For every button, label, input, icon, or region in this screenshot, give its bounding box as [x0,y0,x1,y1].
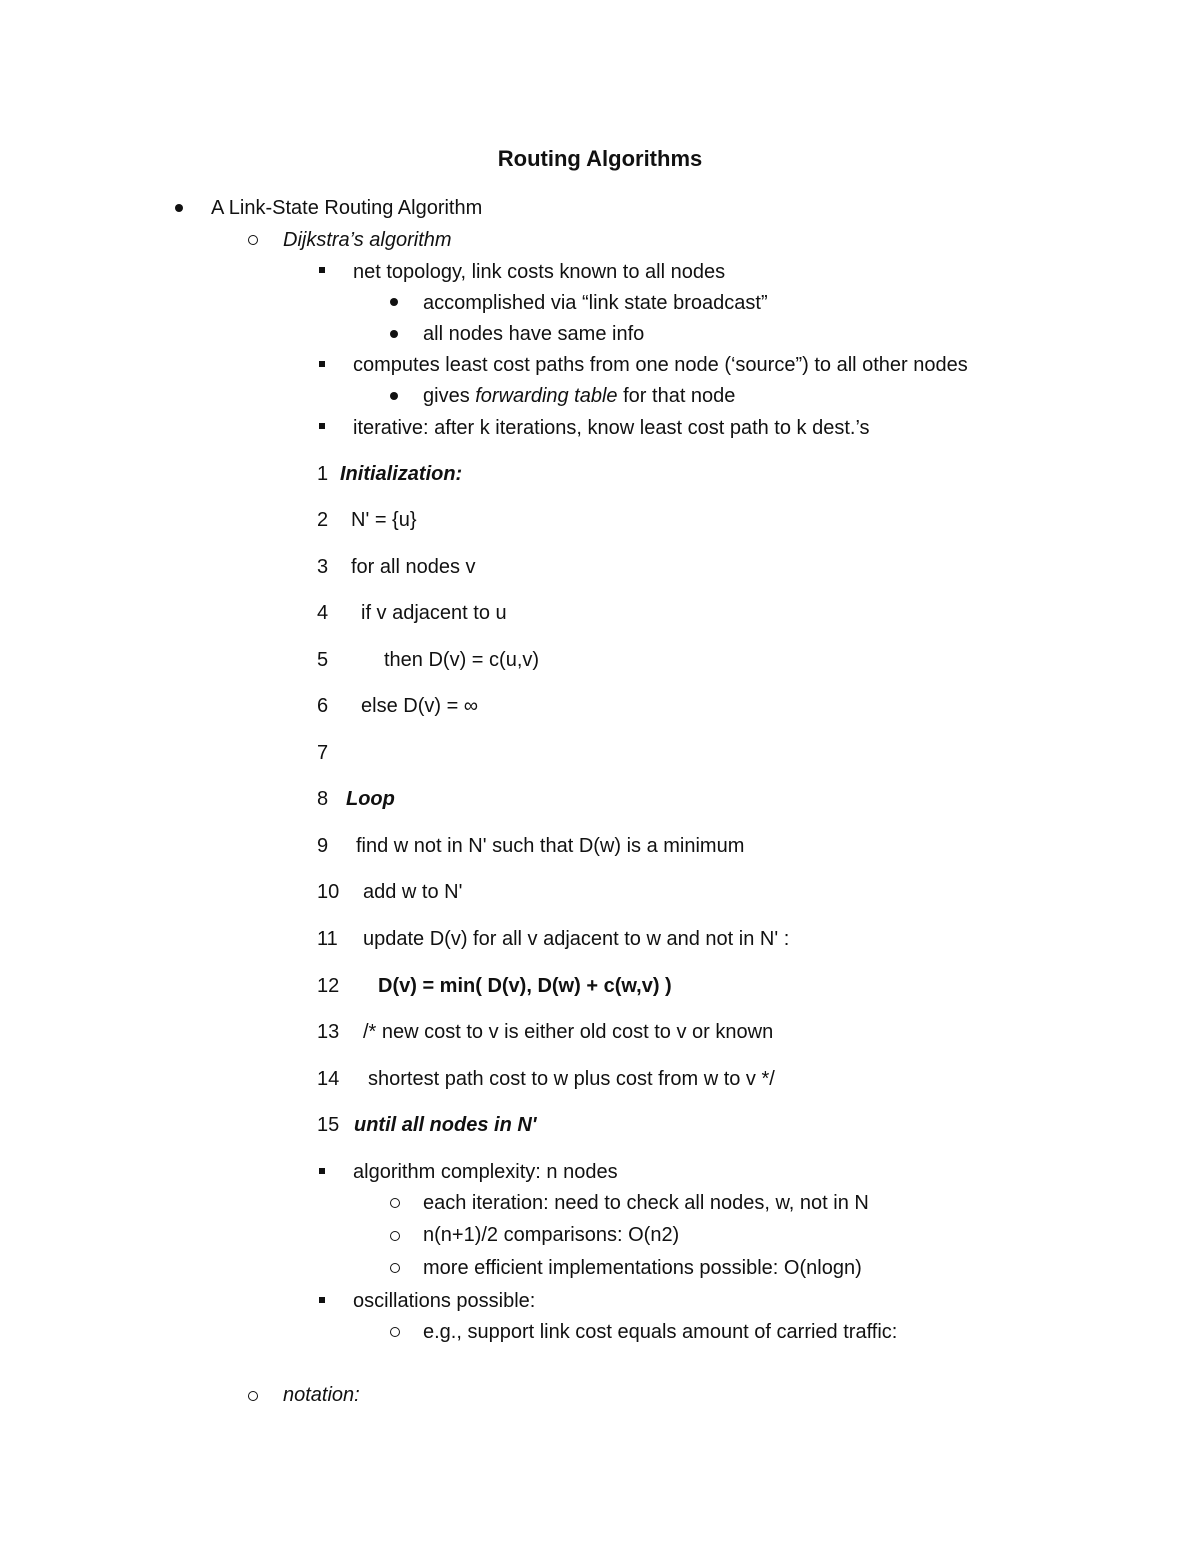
code-line-number: 6 [317,695,329,717]
code-line-number: 3 [317,556,329,578]
bullet-disc-icon [175,204,183,212]
bullet-disc-icon [390,392,398,400]
forwarding-table-term: forwarding table [475,385,618,407]
outline-level3-leastcost: computes least cost paths from one node (‘source”) to all other nodes [353,354,968,376]
complexity-item: more efficient implementations possible: O(nlogn) [423,1257,862,1279]
bullet-ring-icon [390,1263,400,1273]
outline-level2-dijkstra: Dijkstra’s algorithm [283,229,452,251]
code-line-text: Loop [346,788,395,810]
code-line-text: /* new cost to v is either old cost to v or known [363,1021,774,1043]
outline-level4-broadcast: accomplished via “link state broadcast” [423,292,768,314]
code-line-number: 5 [317,649,329,671]
code-line-number: 9 [317,835,329,857]
code-line-text: update D(v) for all v adjacent to w and not in N' : [363,928,790,950]
code-line-text: shortest path cost to w plus cost from w to v */ [368,1068,775,1090]
code-line-text: else D(v) = ∞ [361,695,479,717]
bullet-ring-icon [248,1391,258,1401]
code-line-number: 4 [317,602,329,624]
code-line-text: add w to N' [363,881,463,903]
code-line-text: if v adjacent to u [361,602,507,624]
code-line-number: 10 [317,881,340,903]
bullet-disc-icon [390,298,398,306]
oscillations-item: e.g., support link cost equals amount of carried traffic: [423,1321,898,1343]
oscillations-heading: oscillations possible: [353,1290,536,1312]
code-line-number: 8 [317,788,329,810]
code-line-text: N' = {u} [351,509,417,531]
code-line-text: until all nodes in N' [354,1114,537,1136]
code-line-text: find w not in N' such that D(w) is a minimum [356,835,745,857]
notation-label: notation: [283,1384,360,1406]
code-line-number: 7 [317,742,329,764]
complexity-heading: algorithm complexity: n nodes [353,1161,618,1183]
complexity-item: n(n+1)/2 comparisons: O(n2) [423,1224,680,1246]
outline-level3-iterative: iterative: after k iterations, know least cost path to k dest.’s [353,417,870,439]
code-line-number: 2 [317,509,329,531]
code-line-number: 12 [317,975,340,997]
code-line-number: 1 [317,463,329,485]
code-line-text: Initialization: [340,463,463,485]
forwarding-post: for that node [617,385,736,407]
bullet-ring-icon [390,1231,400,1241]
bullet-square-icon [319,267,325,273]
code-line-number: 15 [317,1114,340,1136]
bullet-ring-icon [390,1327,400,1337]
bullet-square-icon [319,423,325,429]
code-line-text: then D(v) = c(u,v) [384,649,540,671]
code-line-number: 14 [317,1068,340,1090]
code-line-text: for all nodes v [351,556,476,578]
code-line-number: 11 [317,928,338,950]
bullet-square-icon [319,1168,325,1174]
bullet-ring-icon [248,235,258,245]
bullet-square-icon [319,361,325,367]
outline-level4-sameinfo: all nodes have same info [423,323,645,345]
bullet-ring-icon [390,1198,400,1208]
outline-level4-forwarding [423,384,735,408]
bullet-square-icon [319,1297,325,1303]
complexity-item: each iteration: need to check all nodes, w, not in N [423,1192,869,1214]
code-line-number: 13 [317,1021,340,1043]
code-line-text: D(v) = min( D(v), D(w) + c(w,v) ) [378,975,672,997]
forwarding-pre: gives [423,385,476,407]
outline-level1: A Link-State Routing Algorithm [211,197,483,219]
bullet-disc-icon [390,330,398,338]
outline-level3-topology: net topology, link costs known to all nodes [353,261,726,283]
page-title: Routing Algorithms [497,146,703,171]
